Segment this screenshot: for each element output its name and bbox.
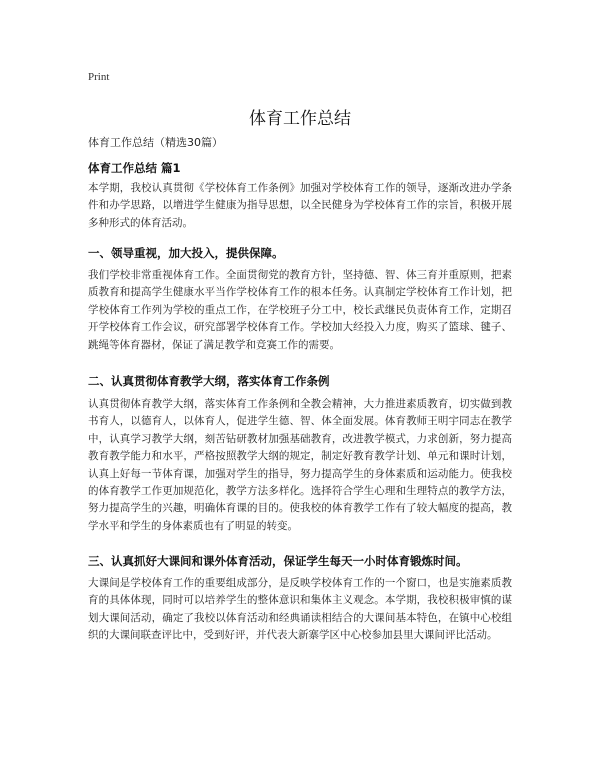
section-body-3: 大课间是学校体育工作的重要组成部分，是反映学校体育工作的一个窗口，也是实施素质教育的具体体现，同时可以培养学生的整体意识和集体主义观念。本学期，我校积极审慎的谋划大课间活动，确定了我校以体育活动和经典诵读相结合的大课间基本特色，在镇中心校组织的大课间联查评比中，受到好评，并代表大新寨学区中心校参加县里大课间评比活动。 [88,577,512,642]
intro-paragraph: 本学期，我校认真贯彻《学校体育工作条例》加强对学校体育工作的领导，逐渐改进办学条件和办学思路，以增进学生健康为指导思想，以全民健身为学校体育工作的宗旨，积极开展多种形式的体育活动。 [88,182,512,229]
document-subtitle: 体育工作总结（精选30篇） [88,136,223,149]
section-heading-3: 三、认真抓好大课间和课外体育活动，保证学生每天一小时体育锻炼时间。 [88,554,468,568]
section-heading-2: 二、认真贯彻体育教学大纲，落实体育工作条例 [88,374,330,388]
print-link[interactable]: Print [88,71,110,83]
document-title: 体育工作总结 [249,109,351,129]
section-heading-1: 一、领导重视，加大投入，提供保障。 [88,246,284,260]
section-body-1: 我们学校非常重视体育工作。全面贯彻党的教育方针，坚持德、智、体三育并重原则，把素质教育和提高学生健康水平当作学校体育工作的根本任务。认真制定学校体育工作计划，把学校体育工作列为学校的重点工作，在学校班子分工中，校长武继民负责体育工作，定期召开学校体育工作会议，研究部署学校体育工作。学校加大经投入力度，购买了篮球、毽子、跳绳等体育器材，保证了满足教学和竞赛工作的需要。 [88,269,512,351]
section-body-2: 认真贯彻体育教学大纲，落实体育工作条例和全教会精神，大力推进素质教育，切实做到教书育人，以德育人，以体育人，促进学生德、智、体全面发展。体育教师王明宇同志在教学中，认真学习教学大纲，刻苦钻研教材加强基础教育，改进教学模式，力求创新，努力提高教育教学能力和水平，严格按照教学大纲的规定，制定好教育教学计划、单元和课时计划，认真上好每一节体育课，加强对学生的指导，努力提高学生的身体素质和运动能力。使我校的体育教学工作更加规范化，教学方法多样化。选择符合学生心理和生理特点的教学方法，努力提高学生的兴趣，明确体育课的目的。使我校的体育教学工作有了较大幅度的提高，教学水平和学生的身体素质也有了明显的转变。 [88,398,512,532]
part-heading: 体育工作总结 篇1 [88,161,181,175]
